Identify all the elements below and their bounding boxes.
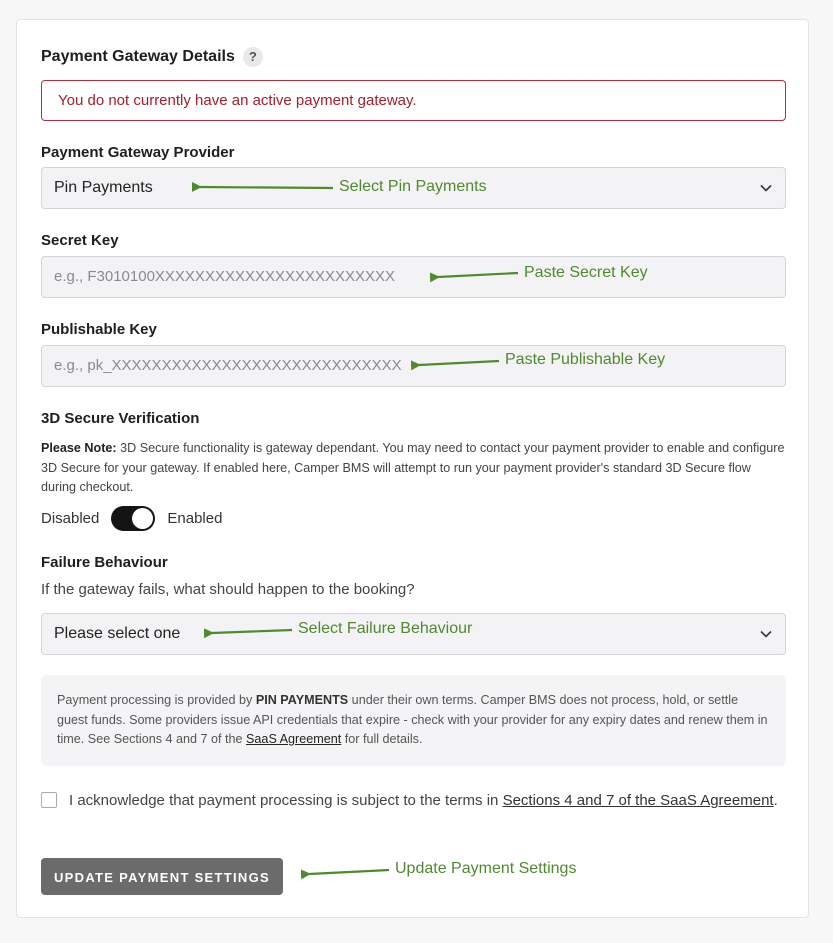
acknowledge-terms-link[interactable]: Sections 4 and 7 of the SaaS Agreement: [502, 792, 774, 809]
three-d-secure-toggle[interactable]: [111, 506, 155, 531]
publishable-key-label: Publishable Key: [41, 321, 157, 338]
update-payment-settings-button[interactable]: UPDATE PAYMENT SETTINGS: [41, 858, 283, 895]
payment-gateway-card: [16, 19, 809, 918]
saas-agreement-link[interactable]: SaaS Agreement: [246, 732, 342, 746]
help-icon[interactable]: ?: [243, 47, 263, 67]
publishable-key-input[interactable]: [41, 345, 786, 387]
note-body: 3D Secure functionality is gateway dependant. You may need to contact your payment provider to enable and configure 3D Secure for your gateway. If enabled here, Camper BMS will attempt to run your payment provider's standard 3D Secure flow during checkout.: [41, 441, 785, 494]
toggle-off-label: Disabled: [41, 510, 100, 527]
failure-label: Failure Behaviour: [41, 554, 168, 571]
info-provider-name: PIN PAYMENTS: [255, 693, 349, 707]
annotation-failure: Select Failure Behaviour: [298, 620, 473, 637]
section-heading: [41, 47, 263, 67]
annotation-secret-key: Paste Secret Key: [524, 264, 648, 281]
note-prefix: Please Note:: [41, 441, 117, 455]
chevron-down-icon: [759, 627, 773, 641]
chevron-down-icon: [759, 181, 773, 195]
page-title: Payment Gateway Details: [41, 48, 235, 65]
annotation-publishable-key: Paste Publishable Key: [505, 351, 666, 368]
annotation-update: Update Payment Settings: [395, 860, 577, 877]
toggle-on-label: Enabled: [167, 510, 223, 527]
three-d-secure-toggle-row: [41, 506, 222, 531]
three-d-secure-note: [41, 439, 786, 498]
three-d-secure-label: 3D Secure Verification: [41, 410, 200, 427]
provider-terms-info: [41, 675, 786, 766]
acknowledge-suffix: .: [773, 792, 778, 809]
toggle-knob: [132, 508, 153, 529]
acknowledge-label: I acknowledge that payment processing is subject to the terms in: [69, 792, 503, 809]
acknowledge-text: [69, 790, 778, 812]
info-text-2: under their own terms. Camper BMS does not process, hold, or settle guest funds. Some providers issue API credentials that expire - check with your provider for any expiry dates and renew them in time. See Sections 4 and 7 of the: [57, 693, 768, 746]
acknowledge-row: [41, 790, 786, 812]
info-text-1: Payment processing is provided by: [57, 693, 256, 707]
secret-key-label: Secret Key: [41, 232, 119, 249]
secret-key-input[interactable]: [41, 256, 786, 298]
failure-question: If the gateway fails, what should happen to the booking?: [41, 581, 415, 598]
no-gateway-alert: You do not currently have an active payment gateway.: [41, 80, 786, 121]
provider-label: Payment Gateway Provider: [41, 144, 235, 161]
failure-selected-value: Please select one: [54, 625, 181, 642]
publishable-key-placeholder: e.g., pk_XXXXXXXXXXXXXXXXXXXXXXXXXXXXX: [54, 357, 402, 374]
info-text-3: for full details.: [341, 732, 423, 746]
acknowledge-checkbox[interactable]: [41, 792, 57, 808]
secret-key-placeholder: e.g., F3010100XXXXXXXXXXXXXXXXXXXXXXXX: [54, 268, 396, 285]
provider-selected-value: Pin Payments: [54, 179, 153, 196]
annotation-provider: Select Pin Payments: [339, 178, 487, 195]
